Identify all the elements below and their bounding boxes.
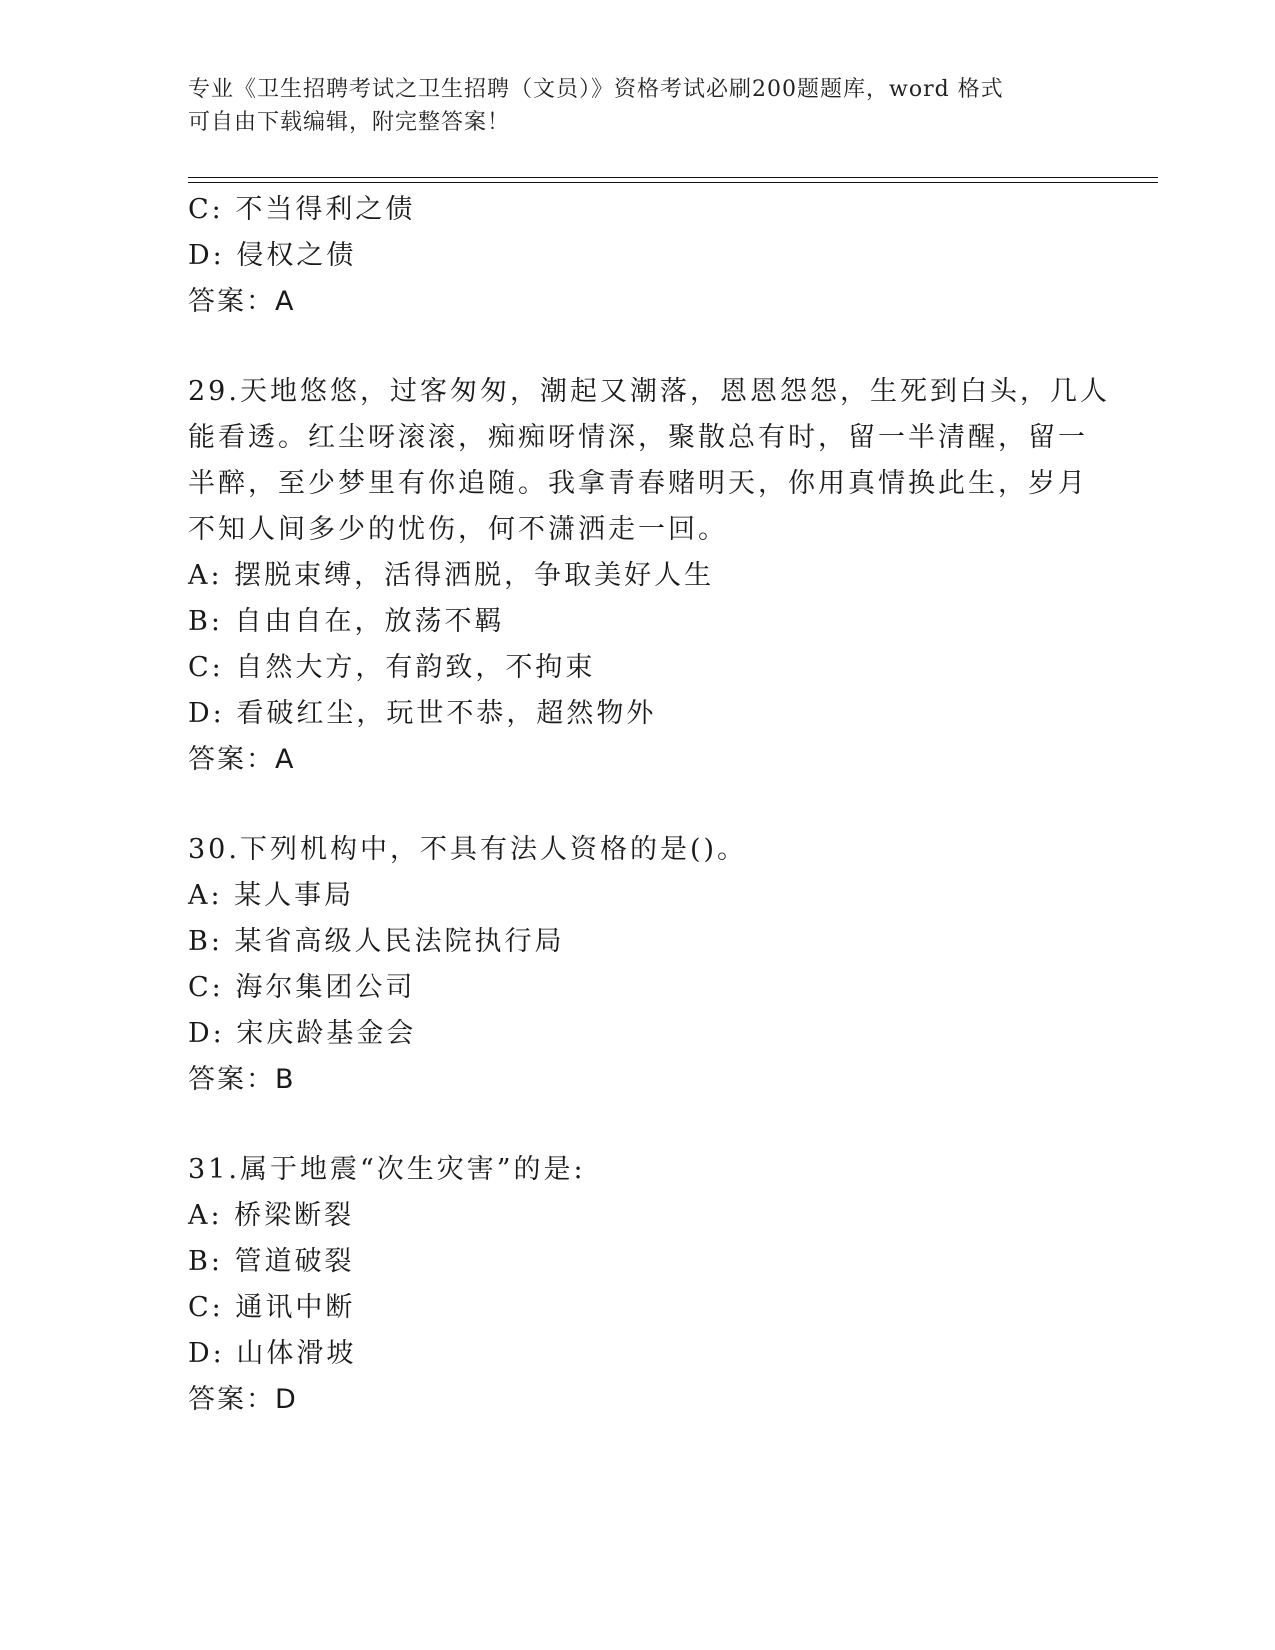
question-stem: 能看透。红尘呀滚滚，痴痴呀情深，聚散总有时，留一半清醒，留一	[188, 422, 1088, 453]
question-stem: 半醉，至少梦里有你追随。我拿青春赌明天，你用真情换此生，岁月	[188, 468, 1088, 499]
spacer	[188, 1103, 1088, 1147]
option-d: D: 看破红尘，玩世不恭，超然物外	[188, 698, 657, 729]
question-stem: 不知人间多少的忧伤，何不潇洒走一回。	[188, 514, 728, 545]
question-stem: 30.下列机构中，不具有法人资格的是()。	[188, 834, 748, 865]
option-c: C: 通讯中断	[188, 1292, 356, 1323]
option-c: C: 海尔集团公司	[188, 972, 416, 1003]
option-a: A: 某人事局	[188, 880, 355, 911]
option-c: C: 自然大方，有韵致，不拘束	[188, 652, 596, 683]
question-31	[188, 1147, 1088, 1423]
question-carryover	[188, 187, 1088, 325]
header-divider-top	[188, 177, 1158, 178]
spacer	[188, 325, 1088, 369]
answer-line: 答案：A	[188, 744, 296, 775]
option-d: D: 侵权之债	[188, 240, 357, 271]
question-list	[188, 187, 1110, 1423]
answer-line: 答案：D	[188, 1384, 298, 1415]
answer-line: 答案：B	[188, 1064, 296, 1095]
option-d: D: 宋庆龄基金会	[188, 1018, 417, 1049]
header-line-2: 可自由下载编辑，附完整答案！	[188, 110, 511, 135]
option-b: B: 管道破裂	[188, 1246, 355, 1277]
option-a: A: 桥梁断裂	[188, 1200, 355, 1231]
header-line-1: 专业《卫生招聘考试之卫生招聘（文员）》资格考试必刷200题题库，word 格式	[188, 77, 1004, 102]
document-header	[188, 73, 1068, 139]
question-stem: 29.天地悠悠，过客匆匆，潮起又潮落，恩恩怨怨，生死到白头，几人	[188, 376, 1110, 407]
option-a: A: 摆脱束缚，活得洒脱，争取美好人生	[188, 560, 715, 591]
option-b: B: 某省高级人民法院执行局	[188, 926, 565, 957]
spacer	[188, 783, 1088, 827]
option-b: B: 自由自在，放荡不羁	[188, 606, 505, 637]
option-c: C: 不当得利之债	[188, 194, 416, 225]
question-30	[188, 827, 1088, 1103]
header-divider-bottom	[188, 182, 1158, 183]
option-d: D: 山体滑坡	[188, 1338, 357, 1369]
question-stem: 31.属于地震“次生灾害”的是:	[188, 1154, 586, 1185]
question-29	[188, 369, 1110, 783]
answer-line: 答案：A	[188, 286, 296, 317]
